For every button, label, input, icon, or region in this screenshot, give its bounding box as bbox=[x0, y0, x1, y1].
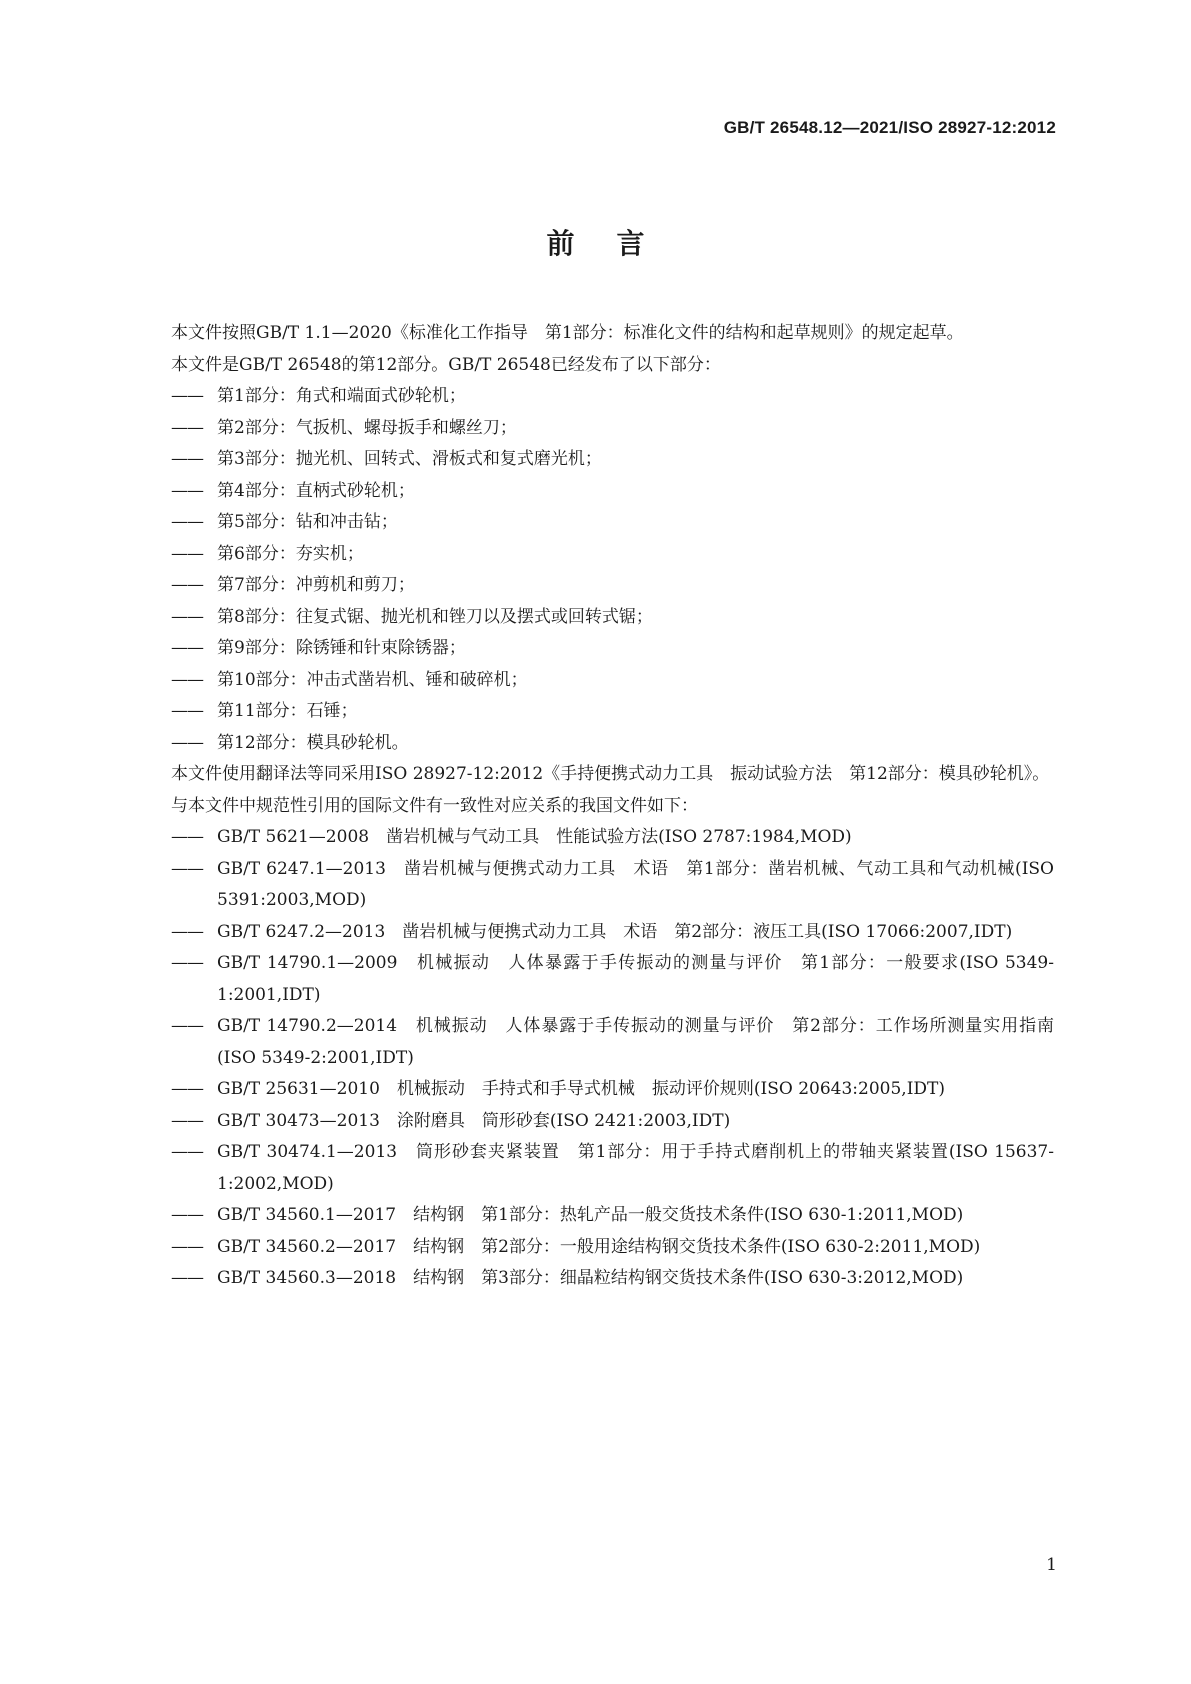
reference-text: GB/T 25631—2010 机械振动 手持式和手导式机械 振动评价规则(ISO 20643:2005,IDT) bbox=[217, 1079, 946, 1099]
part-text: 第12部分：模具砂轮机。 bbox=[217, 732, 409, 753]
list-item bbox=[137, 633, 1054, 665]
reference-text: GB/T 14790.1—2009 机械振动 人体暴露于手传振动的测量与评价 第1部分：一般要求(ISO 5349-1:2001,IDT) bbox=[217, 953, 1054, 1005]
list-item bbox=[137, 696, 1054, 728]
page-number: 1 bbox=[1046, 1555, 1057, 1575]
list-dash: —— bbox=[171, 386, 203, 406]
list-dash: —— bbox=[171, 417, 203, 438]
list-dash: —— bbox=[171, 827, 203, 847]
list-dash: —— bbox=[171, 953, 203, 973]
list-item bbox=[137, 507, 1054, 539]
series-statement-paragraph: 本文件是GB/T 26548的第12部分。GB/T 26548已经发布了以下部分： bbox=[171, 354, 721, 375]
list-item bbox=[137, 413, 1054, 445]
list-dash: —— bbox=[171, 1205, 203, 1225]
list-dash: —— bbox=[171, 858, 203, 879]
drafting-rule-paragraph: 本文件按照GB/T 1.1—2020《标准化工作指导 第1部分：标准化文件的结构和起草规则》的规定起草。 bbox=[171, 323, 964, 343]
part-text: 第8部分：往复式锯、抛光机和锉刀以及摆式或回转式锯； bbox=[217, 606, 653, 627]
reference-text: GB/T 6247.2—2013 凿岩机械与便携式动力工具 术语 第2部分：液压工具(ISO 17066:2007,IDT) bbox=[217, 921, 1013, 942]
list-item bbox=[137, 1011, 1054, 1074]
list-dash: —— bbox=[171, 1079, 203, 1099]
published-parts-list bbox=[137, 381, 1054, 759]
part-text: 第10部分：冲击式凿岩机、锤和破碎机； bbox=[217, 669, 528, 690]
reference-text: GB/T 5621—2008 凿岩机械与气动工具 性能试验方法(ISO 2787:1984,MOD) bbox=[217, 827, 852, 847]
part-text: 第7部分：冲剪机和剪刀； bbox=[217, 575, 415, 595]
list-item bbox=[137, 854, 1054, 917]
reference-text: GB/T 6247.1—2013 凿岩机械与便携式动力工具 术语 第1部分：凿岩机械、气动工具和气动机械(ISO 5391:2003,MOD) bbox=[217, 858, 1054, 910]
list-item bbox=[137, 1263, 1054, 1295]
foreword-body bbox=[137, 318, 1054, 1295]
list-item bbox=[137, 728, 1054, 760]
list-item bbox=[137, 570, 1054, 602]
reference-list bbox=[137, 822, 1054, 1295]
list-item bbox=[137, 917, 1054, 949]
part-text: 第3部分：抛光机、回转式、滑板式和复式磨光机； bbox=[217, 449, 602, 469]
list-dash: —— bbox=[171, 732, 203, 753]
reference-text: GB/T 34560.3—2018 结构钢 第3部分：细晶粒结构钢交货技术条件(ISO 630-3:2012,MOD) bbox=[217, 1268, 964, 1288]
list-dash: —— bbox=[171, 638, 203, 658]
reference-text: GB/T 30474.1—2013 筒形砂套夹紧装置 第1部分：用于手持式磨削机上的带轴夹紧装置(ISO 15637-1:2002,MOD) bbox=[217, 1142, 1054, 1194]
list-dash: —— bbox=[171, 921, 203, 942]
list-dash: —— bbox=[171, 606, 203, 627]
part-text: 第5部分：钻和冲击钻； bbox=[217, 512, 398, 532]
list-item bbox=[137, 1074, 1054, 1106]
list-dash: —— bbox=[171, 480, 203, 501]
list-item bbox=[137, 444, 1054, 476]
list-item bbox=[137, 476, 1054, 508]
reference-text: GB/T 34560.2—2017 结构钢 第2部分：一般用途结构钢交货技术条件(ISO 630-2:2011,MOD) bbox=[217, 1236, 981, 1257]
list-item bbox=[137, 822, 1054, 854]
list-item bbox=[137, 1106, 1054, 1138]
part-text: 第2部分：气扳机、螺母扳手和螺丝刀； bbox=[217, 417, 517, 438]
part-text: 第11部分：石锤； bbox=[217, 701, 358, 721]
list-dash: —— bbox=[171, 543, 203, 564]
list-dash: —— bbox=[171, 575, 203, 595]
part-text: 第1部分：角式和端面式砂轮机； bbox=[217, 386, 466, 406]
standard-code-header: GB/T 26548.12—2021/ISO 28927-12:2012 bbox=[723, 118, 1056, 137]
reference-text: GB/T 14790.2—2014 机械振动 人体暴露于手传振动的测量与评价 第2部分：工作场所测量实用指南(ISO 5349-2:2001,IDT) bbox=[217, 1016, 1054, 1068]
list-dash: —— bbox=[171, 1268, 203, 1288]
adoption-statement-paragraph: 本文件使用翻译法等同采用ISO 28927-12:2012《手持便携式动力工具 振动试验方法 第12部分：模具砂轮机》。 bbox=[171, 764, 1050, 784]
list-item bbox=[137, 1200, 1054, 1232]
list-item bbox=[137, 1232, 1054, 1264]
reference-text: GB/T 34560.1—2017 结构钢 第1部分：热轧产品一般交货技术条件(ISO 630-1:2011,MOD) bbox=[217, 1205, 964, 1225]
part-text: 第6部分：夯实机； bbox=[217, 543, 364, 564]
list-dash: —— bbox=[171, 1142, 203, 1162]
list-item bbox=[137, 539, 1054, 571]
part-text: 第4部分：直柄式砂轮机； bbox=[217, 480, 415, 501]
list-item bbox=[137, 948, 1054, 1011]
correspondence-statement-paragraph: 与本文件中规范性引用的国际文件有一致性对应关系的我国文件如下： bbox=[171, 795, 698, 816]
list-dash: —— bbox=[171, 669, 203, 690]
list-item bbox=[137, 665, 1054, 697]
list-dash: —— bbox=[171, 449, 203, 469]
part-text: 第9部分：除锈锤和针束除锈器； bbox=[217, 638, 466, 658]
list-dash: —— bbox=[171, 701, 203, 721]
list-dash: —— bbox=[171, 1016, 203, 1036]
list-item bbox=[137, 602, 1054, 634]
reference-text: GB/T 30473—2013 涂附磨具 筒形砂套(ISO 2421:2003,IDT) bbox=[217, 1110, 731, 1131]
list-item bbox=[137, 381, 1054, 413]
list-dash: —— bbox=[171, 1110, 203, 1131]
list-dash: —— bbox=[171, 512, 203, 532]
page-title: 前言 bbox=[546, 227, 687, 260]
list-item bbox=[137, 1137, 1054, 1200]
list-dash: —— bbox=[171, 1236, 203, 1257]
